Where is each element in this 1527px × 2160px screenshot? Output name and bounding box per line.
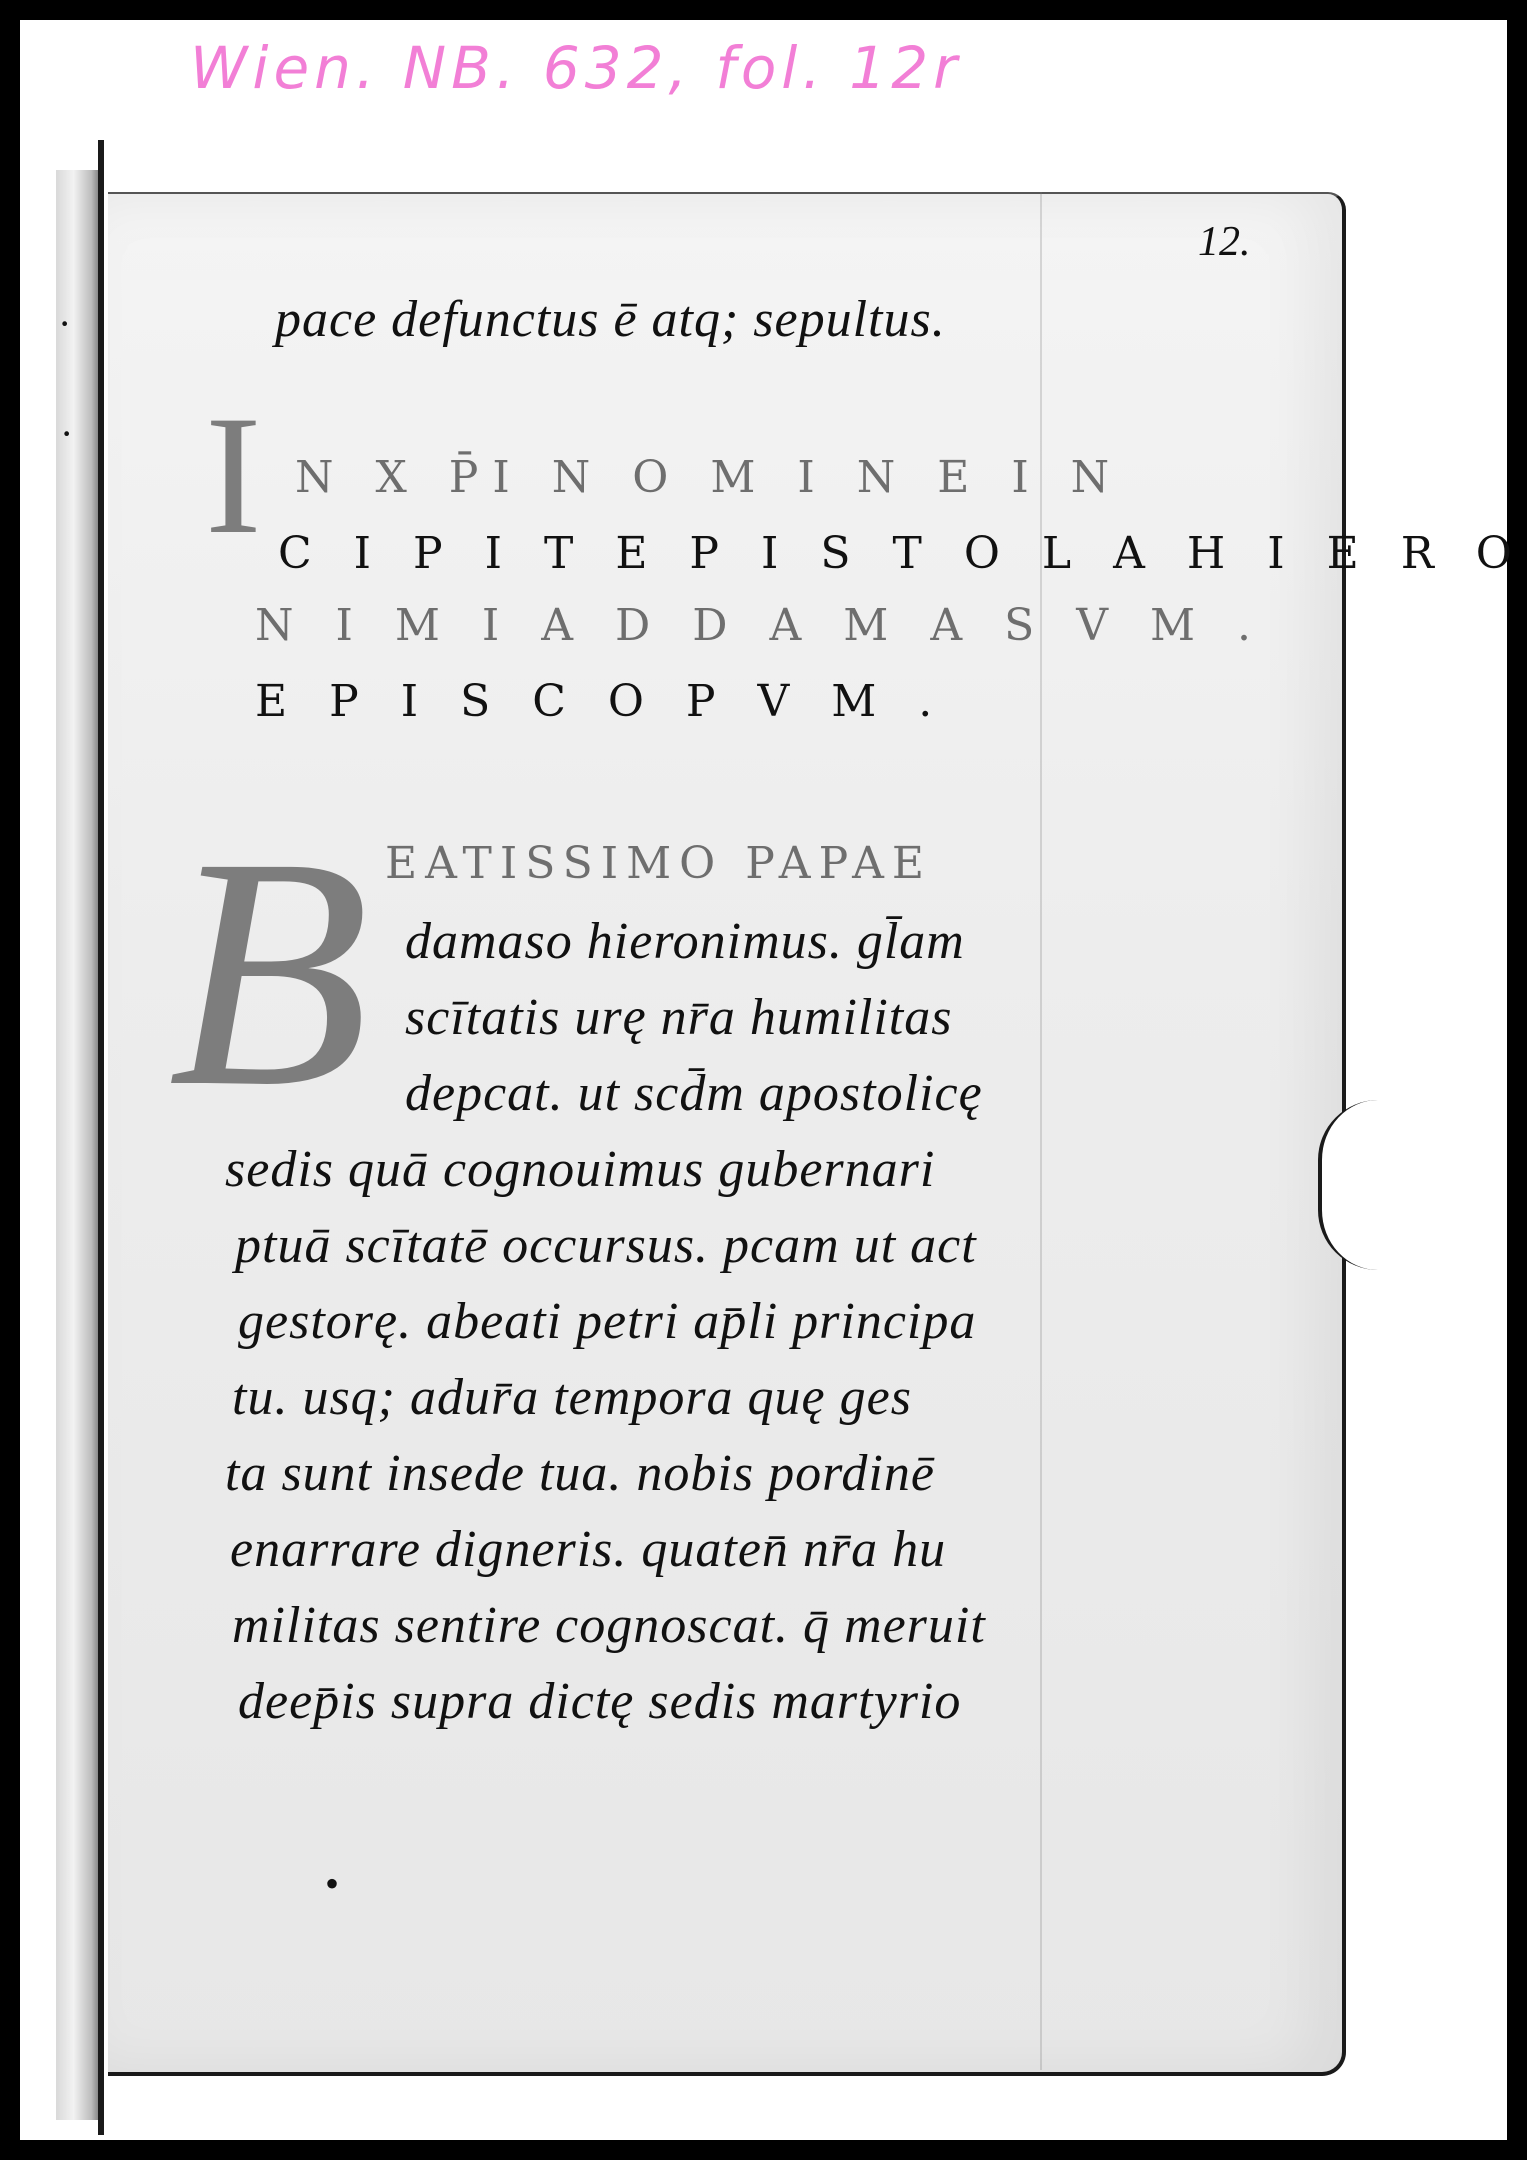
spine-edge xyxy=(98,140,104,2135)
ink-dot: • xyxy=(325,1861,340,1906)
rubric-line: N I M I A D D A M A S V M . xyxy=(255,600,1266,651)
binding-gutter xyxy=(56,170,100,2120)
text-line: gestorę. abeati petri ap̄li principa xyxy=(238,1293,977,1350)
text-line: enarrare digneris. quaten̄ nr̄a hu xyxy=(230,1521,947,1578)
text-line: ptuā scītatē occursus. pcam ut act xyxy=(235,1217,977,1274)
incipit-line: EATISSIMO PAPAE xyxy=(385,838,933,889)
folio-number: 12. xyxy=(1198,219,1251,265)
margin-mark: · xyxy=(58,301,72,346)
rubric-line: E P I S C O P V M . xyxy=(255,676,947,727)
text-line: ta sunt insede tua. nobis pordinē xyxy=(225,1445,935,1502)
rubric-initial: I xyxy=(205,381,262,569)
rubric-line: N X P̄I N O M I N E I N xyxy=(295,452,1124,503)
text-line: tu. usq; adur̄a tempora quę ges xyxy=(232,1369,912,1426)
text-line: pace defunctus ē atq; sepultus. xyxy=(275,291,946,348)
text-line: scītatis urę nr̄a humilitas xyxy=(405,989,953,1046)
decorated-initial: B xyxy=(168,790,370,1155)
text-line: deep̄is supra dictę sedis martyrio xyxy=(238,1673,962,1730)
archive-annotation: Wien. NB. 632, fol. 12r xyxy=(190,34,962,102)
text-line: depcat. ut scd̄m apostolicę xyxy=(405,1065,983,1122)
text-line: damaso hieronimus. gl̄am xyxy=(405,913,965,970)
rubric-line: C I P I T E P I S T O L A H I E R O xyxy=(278,528,1526,579)
text-line: militas sentire cognoscat. q̄ meruit xyxy=(232,1597,986,1654)
text-line: sedis quā cognouimus gubernari xyxy=(225,1141,936,1198)
margin-mark: · xyxy=(60,411,74,456)
